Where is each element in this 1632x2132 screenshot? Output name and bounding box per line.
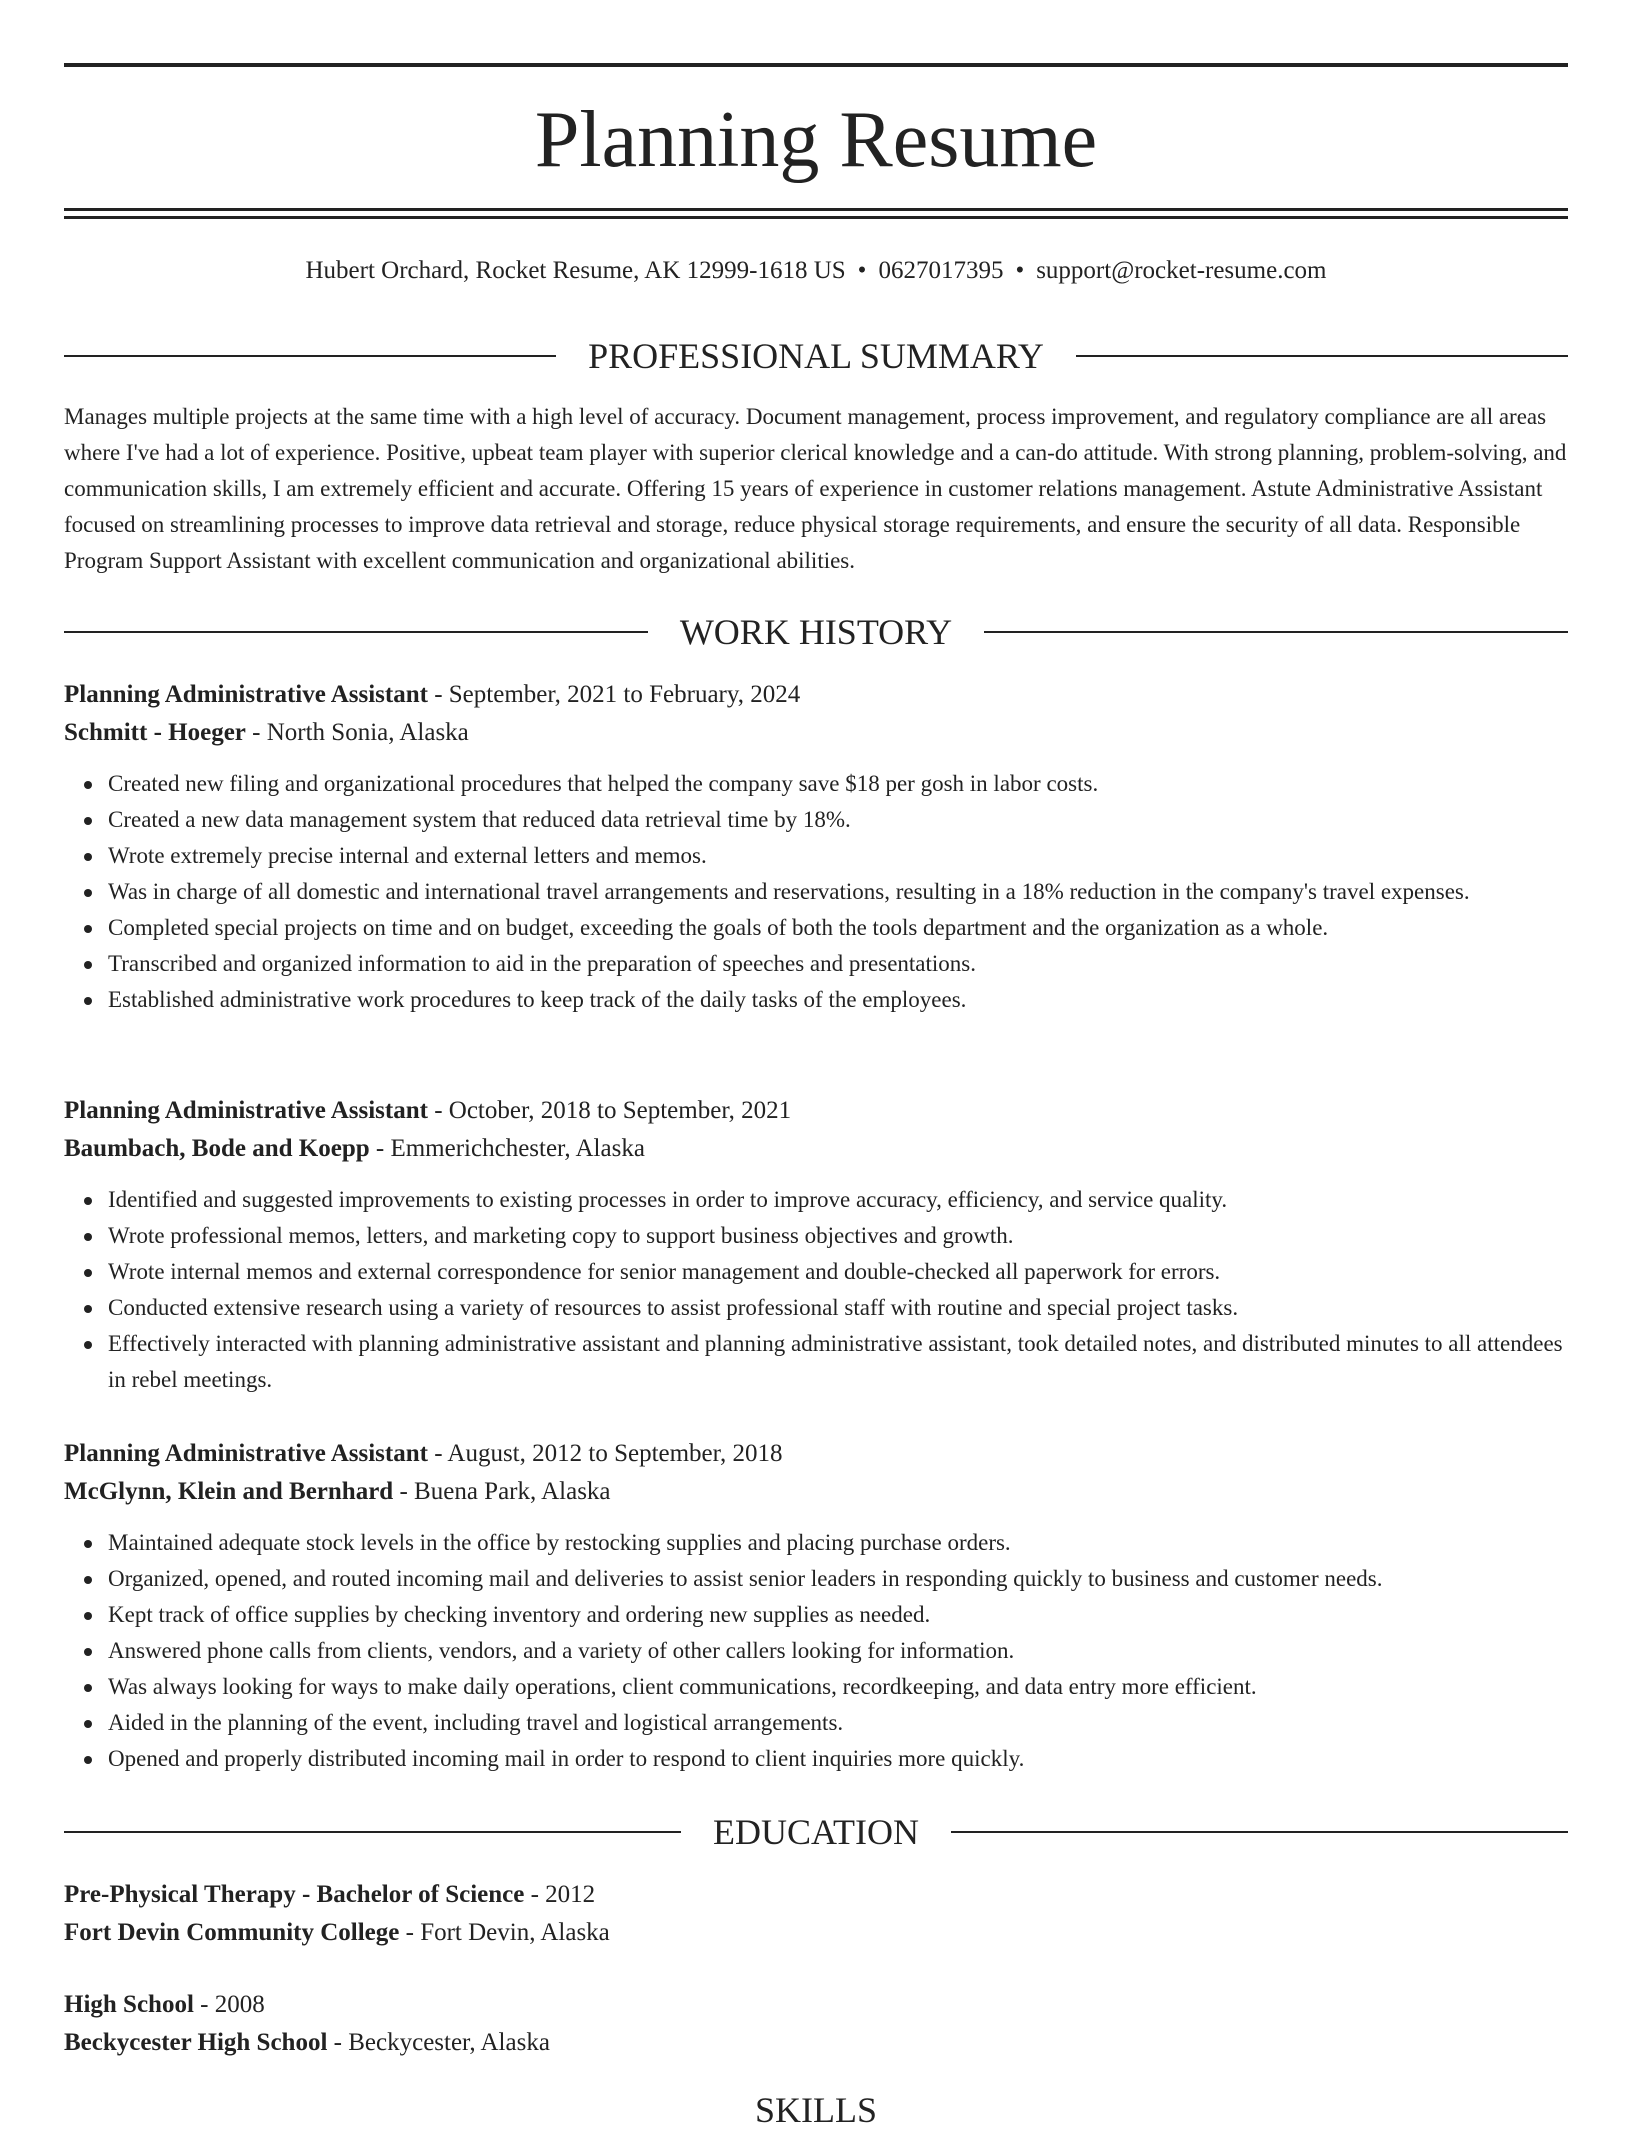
job-company: McGlynn, Klein and Bernhard <box>64 1478 394 1505</box>
job-title: Planning Administrative Assistant <box>64 681 428 708</box>
edu-school-line <box>64 2024 1568 2062</box>
edu-school-line <box>64 1914 1568 1952</box>
list-item: Aided in the planning of the event, including travel and logistical arrangements. <box>108 1705 1568 1741</box>
list-item: Created new filing and organizational procedures that helped the company save $18 per gosh in labor costs. <box>108 766 1568 802</box>
job-company: Schmitt - Hoeger <box>64 719 246 746</box>
job-dates: - October, 2018 to September, 2021 <box>427 1097 792 1124</box>
title-double-rule <box>64 208 1568 219</box>
list-item: Identified and suggested improvements to existing processes in order to improve accuracy, efficiency, and service quality. <box>108 1182 1568 1218</box>
job-entry <box>64 1092 1568 1398</box>
section-rule <box>64 1831 681 1833</box>
job-location: - North Sonia, Alaska <box>245 719 469 746</box>
contact-email: support@rocket-resume.com <box>1036 257 1327 284</box>
list-item: Organized, opened, and routed incoming mail and deliveries to assist senior leaders in responding quickly to business and customer needs. <box>108 1561 1568 1597</box>
edu-year: - 2012 <box>524 1881 596 1908</box>
edu-school: Beckycester High School <box>64 2029 328 2056</box>
contact-address: Hubert Orchard, Rocket Resume, AK 12999-1618 US <box>305 257 846 284</box>
list-item: Was in charge of all domestic and international travel arrangements and reservations, resulting in a 18% reduction in the company's travel expenses. <box>108 874 1568 910</box>
section-title: EDUCATION <box>713 1812 919 1852</box>
job-dates: - September, 2021 to February, 2024 <box>427 681 801 708</box>
summary-text: Manages multiple projects at the same time with a high level of accuracy. Document management, process improvement, and regulatory compliance are all areas where I've had a lot of experience. Positive, upbeat team player with superior clerical knowledge and a can-do attitude. With strong planning, problem-solving, and communication skills, I am extremely efficient and accurate. Offering 15 years of experience in customer relations management. Astute Administrative Assistant focused on streamlining processes to improve data retrieval and storage, reduce physical storage requirements, and ensure the security of all data. Responsible Program Support Assistant with excellent communication and organizational abilities. <box>64 404 1567 573</box>
job-bullet-list <box>64 766 1568 1018</box>
section-rule <box>984 631 1568 633</box>
list-item: Conducted extensive research using a variety of resources to assist professional staff with routine and special project tasks. <box>108 1290 1568 1326</box>
section-header-skills <box>64 2088 1568 2132</box>
list-item: Opened and properly distributed incoming mail in order to respond to client inquiries more quickly. <box>108 1741 1568 1777</box>
section-rule <box>1076 355 1568 357</box>
job-entry <box>64 1435 1568 1777</box>
edu-degree-line <box>64 1876 1568 1914</box>
section-rule <box>64 631 648 633</box>
job-entry <box>64 676 1568 1018</box>
edu-degree-line <box>64 1986 1568 2024</box>
job-company: Baumbach, Bode and Koepp <box>64 1135 370 1162</box>
job-title: Planning Administrative Assistant <box>64 1097 428 1124</box>
list-item: Wrote internal memos and external correspondence for senior management and double-checked all paperwork for errors. <box>108 1254 1568 1290</box>
list-item: Kept track of office supplies by checking inventory and ordering new supplies as needed. <box>108 1597 1568 1633</box>
edu-location: - Beckycester, Alaska <box>327 2029 550 2056</box>
edu-year: - 2008 <box>193 1991 265 2018</box>
section-header-education <box>64 1810 1568 1854</box>
section-title: PROFESSIONAL SUMMARY <box>588 336 1044 376</box>
job-bullet-list <box>64 1182 1568 1398</box>
job-dates: - August, 2012 to September, 2018 <box>427 1440 783 1467</box>
education-entry <box>64 1876 1568 1952</box>
section-title: SKILLS <box>755 2090 878 2130</box>
edu-school: Fort Devin Community College <box>64 1919 400 1946</box>
list-item: Was always looking for ways to make daily operations, client communications, recordkeeping, and data entry more efficient. <box>108 1669 1568 1705</box>
job-company-line <box>64 1473 1568 1511</box>
list-item: Transcribed and organized information to aid in the preparation of speeches and presentations. <box>108 946 1568 982</box>
list-item: Answered phone calls from clients, vendors, and a variety of other callers looking for information. <box>108 1633 1568 1669</box>
list-item: Completed special projects on time and on budget, exceeding the goals of both the tools department and the organization as a whole. <box>108 910 1568 946</box>
edu-degree: Pre-Physical Therapy - Bachelor of Science <box>64 1881 525 1908</box>
list-item: Maintained adequate stock levels in the office by restocking supplies and placing purchase orders. <box>108 1525 1568 1561</box>
list-item: Wrote extremely precise internal and external letters and memos. <box>108 838 1568 874</box>
job-bullet-list <box>64 1525 1568 1777</box>
job-title-line <box>64 1092 1568 1130</box>
section-rule <box>951 1831 1568 1833</box>
section-header-summary <box>64 334 1568 378</box>
contact-line <box>64 254 1568 288</box>
job-title-line <box>64 676 1568 714</box>
top-rule <box>64 63 1568 67</box>
resume-title: Planning Resume <box>534 96 1098 184</box>
list-item: Wrote professional memos, letters, and marketing copy to support business objectives and growth. <box>108 1218 1568 1254</box>
job-location: - Buena Park, Alaska <box>393 1478 611 1505</box>
job-company-line <box>64 1130 1568 1168</box>
contact-separator: • <box>1015 257 1025 284</box>
section-rule <box>64 355 556 357</box>
job-title: Planning Administrative Assistant <box>64 1440 428 1467</box>
education-entry <box>64 1986 1568 2062</box>
list-item: Created a new data management system that reduced data retrieval time by 18%. <box>108 802 1568 838</box>
section-header-work-history <box>64 610 1568 654</box>
job-location: - Emmerichchester, Alaska <box>369 1135 645 1162</box>
list-item: Established administrative work procedures to keep track of the daily tasks of the employees. <box>108 982 1568 1018</box>
contact-phone: 0627017395 <box>878 257 1004 284</box>
edu-location: - Fort Devin, Alaska <box>399 1919 610 1946</box>
list-item: Effectively interacted with planning administrative assistant and planning administrative assistant, took detailed notes, and distributed minutes to all attendees in rebel meetings. <box>108 1326 1568 1398</box>
contact-separator: • <box>857 257 867 284</box>
edu-degree: High School <box>64 1991 194 2018</box>
job-company-line <box>64 714 1568 752</box>
section-title: WORK HISTORY <box>679 612 953 652</box>
job-title-line <box>64 1435 1568 1473</box>
